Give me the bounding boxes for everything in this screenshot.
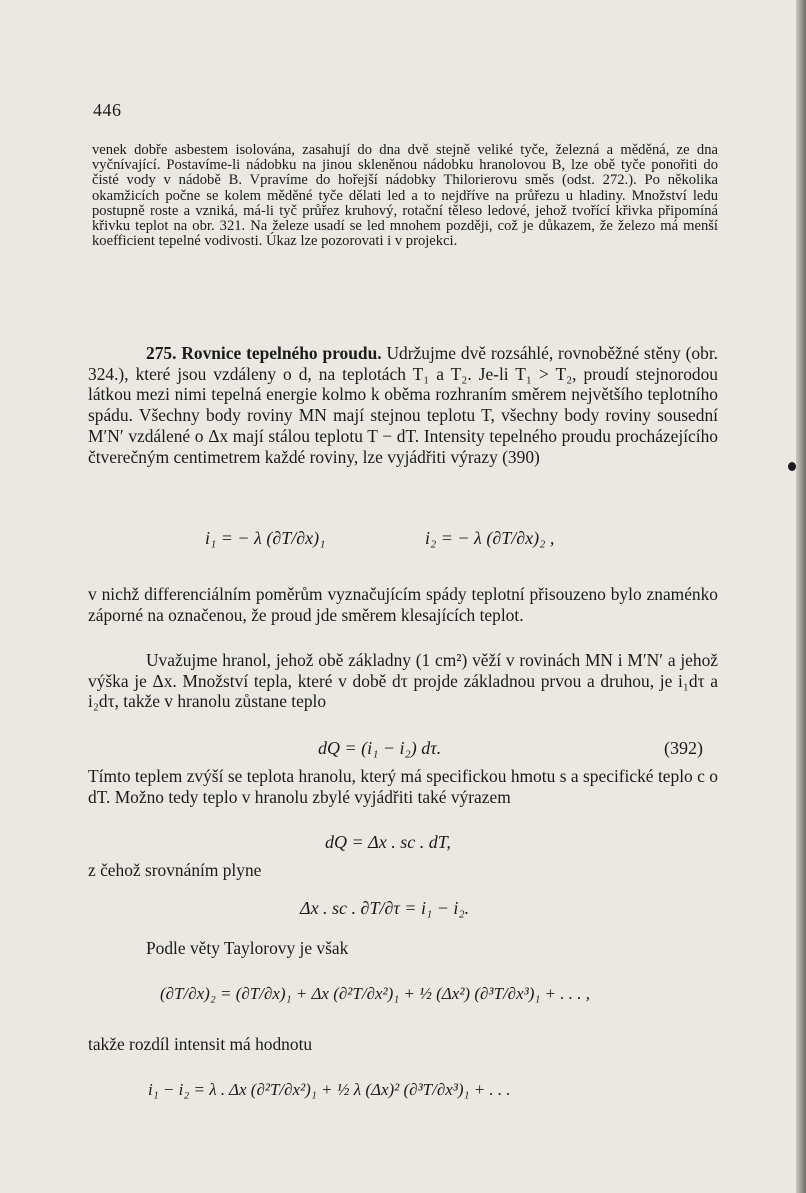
equation-390-right: i₂ = − λ (∂T/∂x)₂ , — [425, 528, 555, 548]
page-edge-shadow — [796, 0, 806, 1193]
equation-392: dQ = (i₁ − i₂) dτ. — [318, 738, 442, 758]
small-paragraph — [92, 143, 718, 249]
small-paragraph-text: venek dobře asbestem isolována, zasahují do dna dvě stejně veliké tyče, železná a měděná, ze dna vyčnívající. Postavíme-li nádobku na jinou skleněnou nádobku hranolovou B, lze obě tyče ponořiti do čisté vody v nádobě B. Vpravíme do hořejší nádobky Thilorierovu směs (odst. 272.). Po několika okamžicích počne se kolem měděné tyče dělati led a to nejdříve na průřezu u hladiny. Množství ledu postupně roste a vzniká, má-li tyč průřez kruhový, rotační těleso ledové, jehož tvořící křivka připomíná křivku teplot na obr. 321. Na železe usadí se led mnohem později, což je důkazem, že železo má menší koefficient tepelné vodivosti. Úkaz lze pozorovati i v projekci. — [92, 142, 718, 250]
paragraph-4 — [88, 766, 718, 807]
paragraph-2 — [88, 584, 718, 625]
section-275 — [88, 343, 718, 467]
equation-difference: i₁ − i₂ = λ . Δx (∂²T/∂x²)₁ + ½ λ (Δx)² (∂³T/∂x³)₁ + . . . — [148, 1080, 511, 1099]
equation-dQ: dQ = Δx . sc . dT, — [325, 832, 451, 852]
paragraph-7-text: takže rozdíl intensit má hodnotu — [88, 1034, 313, 1054]
page-number: 446 — [93, 100, 122, 120]
equation-390-left: i₁ = − λ (∂T/∂x)₁ — [205, 528, 326, 548]
paragraph-3 — [88, 650, 718, 712]
paragraph-6 — [88, 938, 718, 959]
paragraph-1-text: Udržujme dvě rozsáhlé, rovnoběžné stěny (obr. 324.), které jsou vzdáleny o d, na teplotách T₁ a T₂. Je-li T₁ > T₂, proudí stejnorodou látkou mezi nimi tepelná energie kolmo k oběma rozhraním směrem největšího teplotního spádu. Všechny body roviny MN mají stejnou teplotu T, všechny body roviny sousední M′N′ vzdálené o Δx mají stálou teplotu T − dT. Intensity tepelného proudu procházejícího čtverečným centimetrem každé roviny, lze vyjádřiti výrazy (390) — [88, 343, 718, 467]
margin-dot — [788, 462, 796, 471]
paragraph-5 — [88, 860, 718, 881]
paragraph-1 — [88, 343, 718, 467]
equation-result: Δx . sc . ∂T/∂τ = i₁ − i₂. — [300, 898, 470, 918]
paragraph-6-text: Podle věty Taylorovy je však — [146, 938, 349, 958]
paragraph-7 — [88, 1034, 718, 1055]
section-heading: 275. Rovnice tepelného proudu. — [146, 343, 382, 363]
paragraph-2-text: v nichž differenciálním poměrům vyznačujícím spády teplotní přisouzeno bylo znaménko záporné na označenou, že proud jde směrem klesajících teplot. — [88, 584, 718, 625]
paragraph-4-text: Tímto teplem zvýší se teplota hranolu, který má specifickou hmotu s a specifické teplo c o dT. Možno tedy teplo v hranolu zbylé vyjádřiti také výrazem — [88, 766, 718, 807]
equation-392-number: (392) — [664, 738, 703, 758]
paragraph-3-text: Uvažujme hranol, jehož obě základny (1 cm²) věží v rovinách MN i M′N′ a jehož výška je Δx. Množství tepla, které v době dτ projde základnou prvou a druhou, je i₁dτ a i₂dτ, takže v hranolu zůstane teplo — [88, 650, 718, 712]
paragraph-5-text: z čehož srovnáním plyne — [88, 860, 262, 880]
equation-taylor: (∂T/∂x)₂ = (∂T/∂x)₁ + Δx (∂²T/∂x²)₁ + ½ (Δx²) (∂³T/∂x³)₁ + . . . , — [160, 984, 591, 1003]
